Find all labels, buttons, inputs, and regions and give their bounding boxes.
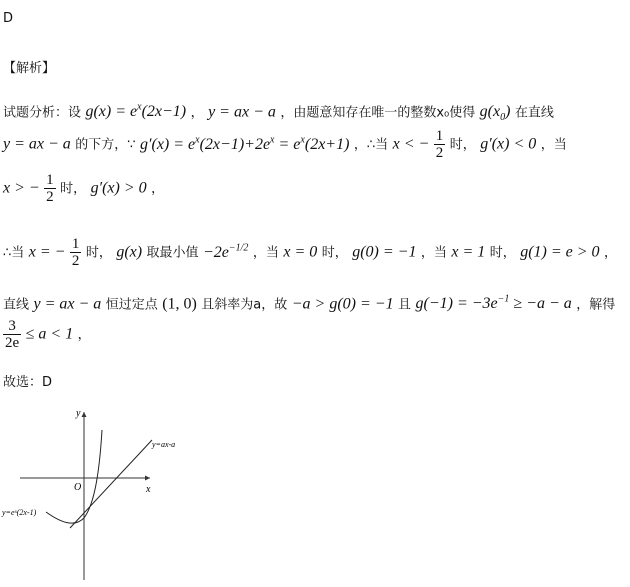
line-label: y=ax-a bbox=[152, 440, 176, 449]
analysis-line-2: y = ax − a 的下方，∵ $g'(x) = e^x(2x-1)+2e^x = e^x(2x+1)$ ，∴当 x < − $\frac{1}{2}$ 时， g′(x) < 0 ，当 bbox=[3, 128, 567, 161]
origin-label: O bbox=[74, 482, 82, 493]
y-axis-label: y bbox=[76, 408, 81, 419]
conclusion: 故选：D bbox=[3, 375, 53, 390]
line-analysis: 直线 y = ax − a 恒过定点 (1, 0) 且斜率为a，故 −a > g(0) = −1 且 $g(-1) = -3e^{-1} \ge -a - a$ ，解得 bbox=[3, 294, 616, 313]
x-axis-arrow bbox=[145, 476, 150, 481]
answer-line: D bbox=[3, 11, 14, 26]
analysis-line-3: x > − $\frac{1}{2}$ 时， g′(x) > 0 ， bbox=[3, 172, 165, 205]
result-line: $\frac{3}{2e}$ ≤ a < 1 ， bbox=[5, 318, 91, 351]
curve-g bbox=[46, 430, 102, 523]
function-graph bbox=[0, 400, 200, 587]
y-axis-arrow bbox=[82, 412, 87, 417]
section-title: 【解析】 bbox=[3, 61, 56, 76]
min-value-line: ∴当 x = − $\frac{1}{2}$ 时， g(x) 取最小值 $-2e^{-1/2}$ ，当 x = 0 时， g(0) = −1 ，当 x = 1 时， g(1) = e > 0 ， bbox=[3, 236, 618, 269]
analysis-line-1: 试题分析：设 $g(x) = e^x(2x-1)$ ， y = ax − a ，由题意知存在唯一的整数x₀使得 $g(x_0)$ 在直线 bbox=[3, 102, 554, 124]
curve-label: y=eˣ(2x-1) bbox=[2, 508, 37, 517]
line-y-ax-a bbox=[70, 440, 152, 528]
x-axis-label: x bbox=[146, 484, 151, 495]
